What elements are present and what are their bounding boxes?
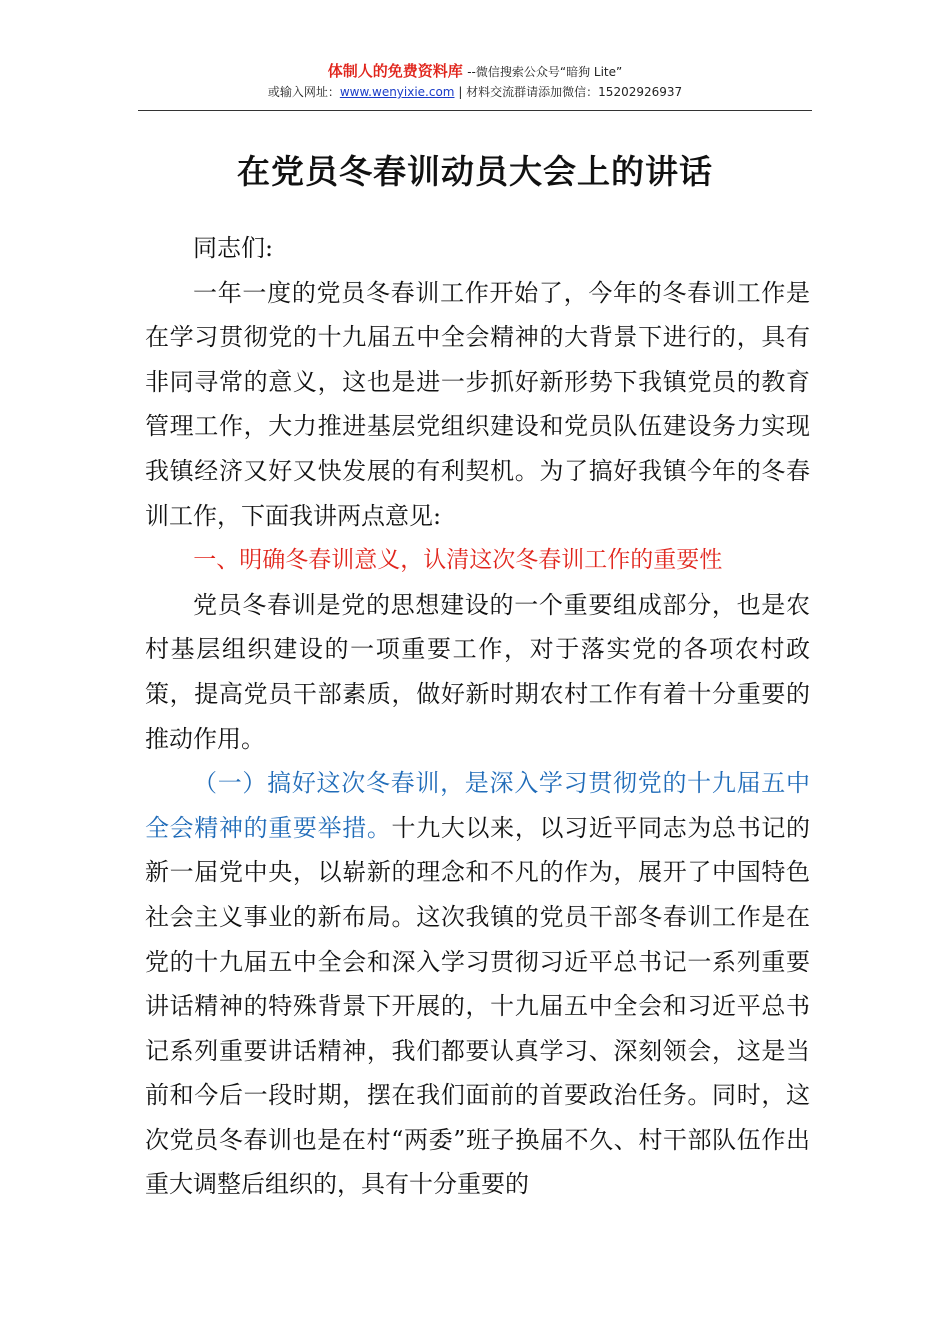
subsection-1-paragraph [145,761,810,1207]
header-tagline: --微信搜索公众号“暗狗 Lite” [467,65,623,79]
section-1-paragraph: 党员冬春训是党的思想建设的一个重要组成部分，也是农村基层组织建设的一项重要工作，对于落实党的各项农村政策，提高党员干部素质，做好新时期农村工作有着十分重要的推动作用。 [145,590,810,753]
page-header [138,62,812,100]
brand-name: 体制人的免费资料库 [327,62,463,80]
header-url-prefix: 或输入网址： [267,85,340,99]
header-contact: | 材料交流群请添加微信：15202926937 [454,85,683,99]
intro-paragraph: 一年一度的党员冬春训工作开始了，今年的冬春训工作是在学习贯彻党的十九届五中全会精神的大背景下进行的，具有非同寻常的意义，这也是进一步抓好新形势下我镇党员的教育管理工作，大力推进基层党组织建设和党员队伍建设务力实现我镇经济又好又快发展的有利契机。为了搞好我镇今年的冬春训工作，下面我讲两点意见: [145,278,810,530]
subsection-1-body: 十九大以来，以习近平同志为总书记的新一届党中央，以崭新的理念和不凡的作为，展开了中国特色社会主义事业的新布局。这次我镇的党员干部冬春训工作是在党的十九届五中全会和深入学习贯彻习近平总书记一系列重要讲话精神的特殊背景下开展的，十九届五中全会和习近平总书记系列重要讲话精神，我们都要认真学习、深刻领会，这是当前和今后一段时期，摆在我们面前的首要政治任务。同时，这次党员冬春训也是在村“两委”班子换届不久、村干部队伍作出重大调整后组织的，具有十分重要的 [145,813,811,1199]
section-1-heading: 一、明确冬春训意义，认清这次冬春训工作的重要性 [193,547,723,574]
subsection-1-heading: （一）搞好这次冬春训，是深入学习贯彻党的十九届五中全会精神的重要举措。 [145,769,810,842]
document-body [145,226,810,1207]
website-link[interactable]: www.wenyixie.com [339,85,455,99]
header-divider [138,110,812,111]
salutation: 同志们: [193,234,274,262]
document-title: 在党员冬春训动员大会上的讲话 [237,152,713,191]
header-line-2 [138,84,812,100]
header-line-1 [138,62,812,81]
